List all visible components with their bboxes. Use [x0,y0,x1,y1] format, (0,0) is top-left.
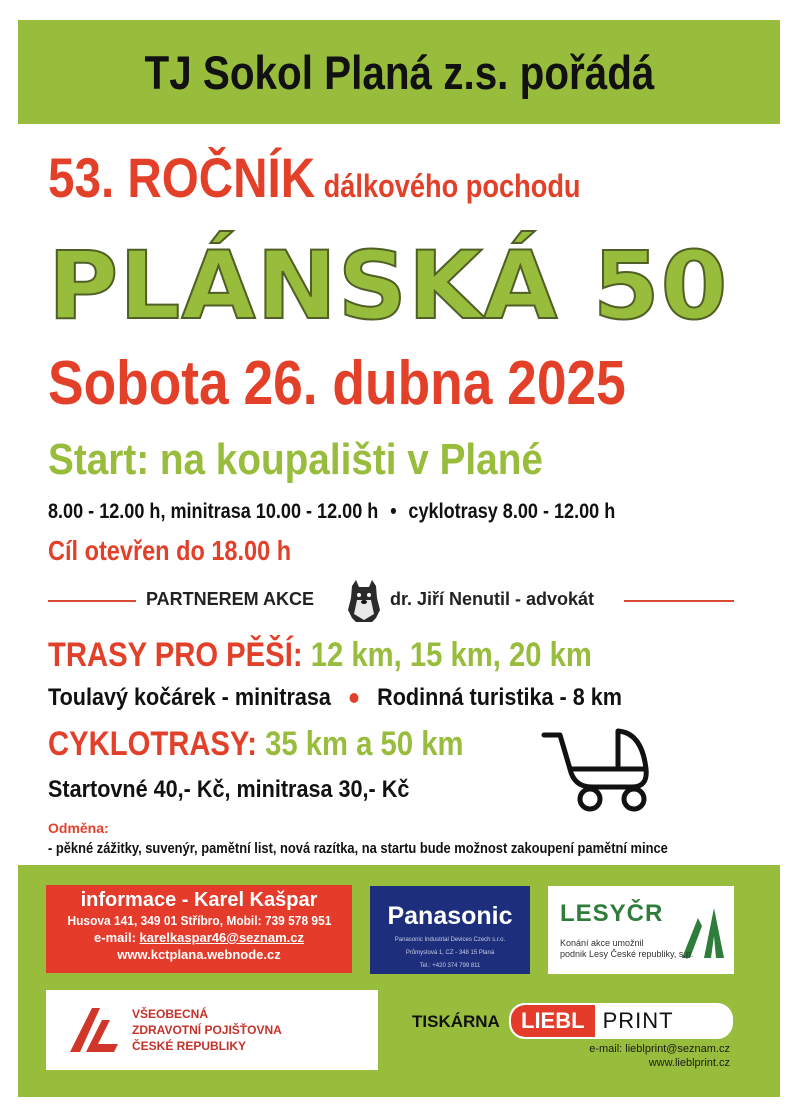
header-band [18,20,780,124]
walk-routes-label: TRASY PRO PĚŠÍ: [48,636,303,674]
finish-time: Cíl otevřen do 18.00 h [48,535,292,566]
vzp-logo [46,990,378,1070]
liebl-web[interactable]: www.lieblprint.cz [648,1057,730,1069]
edition-subtitle: dálkového pochodu [323,168,581,204]
stroller-icon [540,725,665,813]
panasonic-name: Panasonic [387,902,513,930]
divider-left [48,600,136,602]
edition: 53. ROČNÍK [48,146,316,209]
bike-routes-label: CYKLOTRASY: [48,725,258,763]
panasonic-line2: Průmyslová 1, CZ - 348 15 Planá [405,950,495,956]
stroller-route: Toulavý kočárek - minitrasa [48,684,331,711]
liebl-email[interactable]: e-mail: lieblprint@seznam.cz [589,1043,730,1055]
event-date: Sobota 26. dubna 2025 [48,349,626,418]
info-address: Husova 141, 349 01 Stříbro, Mobil: 739 578 951 [67,913,331,928]
panasonic-logo [370,886,530,974]
event-name-wrap [48,232,729,341]
edition-line [48,145,675,210]
walk-routes [48,636,680,675]
info-email-line [46,929,352,946]
liebl-part-a: LIEBL [511,1005,595,1037]
walk-routes-values: 12 km, 15 km, 20 km [310,636,592,674]
reward-label: Odměna: [48,820,109,836]
bike-routes-values: 35 km a 50 km [265,725,464,763]
reward-wrap [48,840,769,857]
event-date-wrap [48,348,720,419]
start-location-wrap [48,435,610,485]
liebl-contact [560,1042,730,1070]
info-email[interactable]: karelkaspar46@seznam.cz [139,930,304,945]
vzp-icon [66,1004,122,1056]
start-location: Start: na koupališti v Plané [48,435,543,484]
info-title: informace - Karel Kašpar [80,889,318,911]
info-email-label: e-mail: [94,930,140,945]
partner-label: PARTNEREM AKCE [146,589,315,609]
liebl-part-b: PRINT [602,1008,674,1033]
print-label: TISKÁRNA [412,1012,500,1031]
divider-right [624,600,734,602]
entry-fee: Startovné 40,- Kč, minitrasa 30,- Kč [48,776,410,803]
fee-wrap [48,776,449,804]
panasonic-line3: Tel.: +420 374 799 811 [419,963,481,969]
family-route: Rodinná turistika - 8 km [377,684,622,711]
vzp-text: VŠEOBECNÁ ZDRAVOTNÍ POJIŠŤOVNA ČESKÉ REPUBLIKY [132,1007,282,1053]
lesy-logo [548,886,734,974]
reward-text: - pěkné zážitky, suvenýr, pamětní list, nová razítka, na startu bude možnost zakoupení pamětní mince [48,840,668,857]
times-bullet: • [390,500,397,523]
lesy-name: LESYČR [560,900,664,927]
times-walk: 8.00 - 12.00 h, minitrasa 10.00 - 12.00 h [48,500,379,523]
event-name: PLÁNSKÁ 50 [48,232,729,341]
walk-extras [48,684,686,712]
organizer-title: TJ Sokol Planá z.s. pořádá [144,45,654,99]
schnauzer-icon [344,578,384,624]
times-bike: cyklotrasy 8.00 - 12.00 h [408,500,616,523]
info-web[interactable]: www.kctplana.webnode.cz [117,947,281,962]
liebl-logo [509,1003,733,1039]
finish-time-wrap [48,535,337,567]
bike-routes [48,725,531,764]
partner-name: dr. Jiří Nenutil - advokát [390,589,595,609]
bullet-dot [350,693,359,703]
info-box [46,885,352,973]
start-times [48,500,708,524]
lesy-text: Konání akce umožnil podnik Lesy České republiky, s.p. [560,938,694,959]
panasonic-line1: Panasonic Industrial Devices Czech s.r.o. [394,937,506,943]
